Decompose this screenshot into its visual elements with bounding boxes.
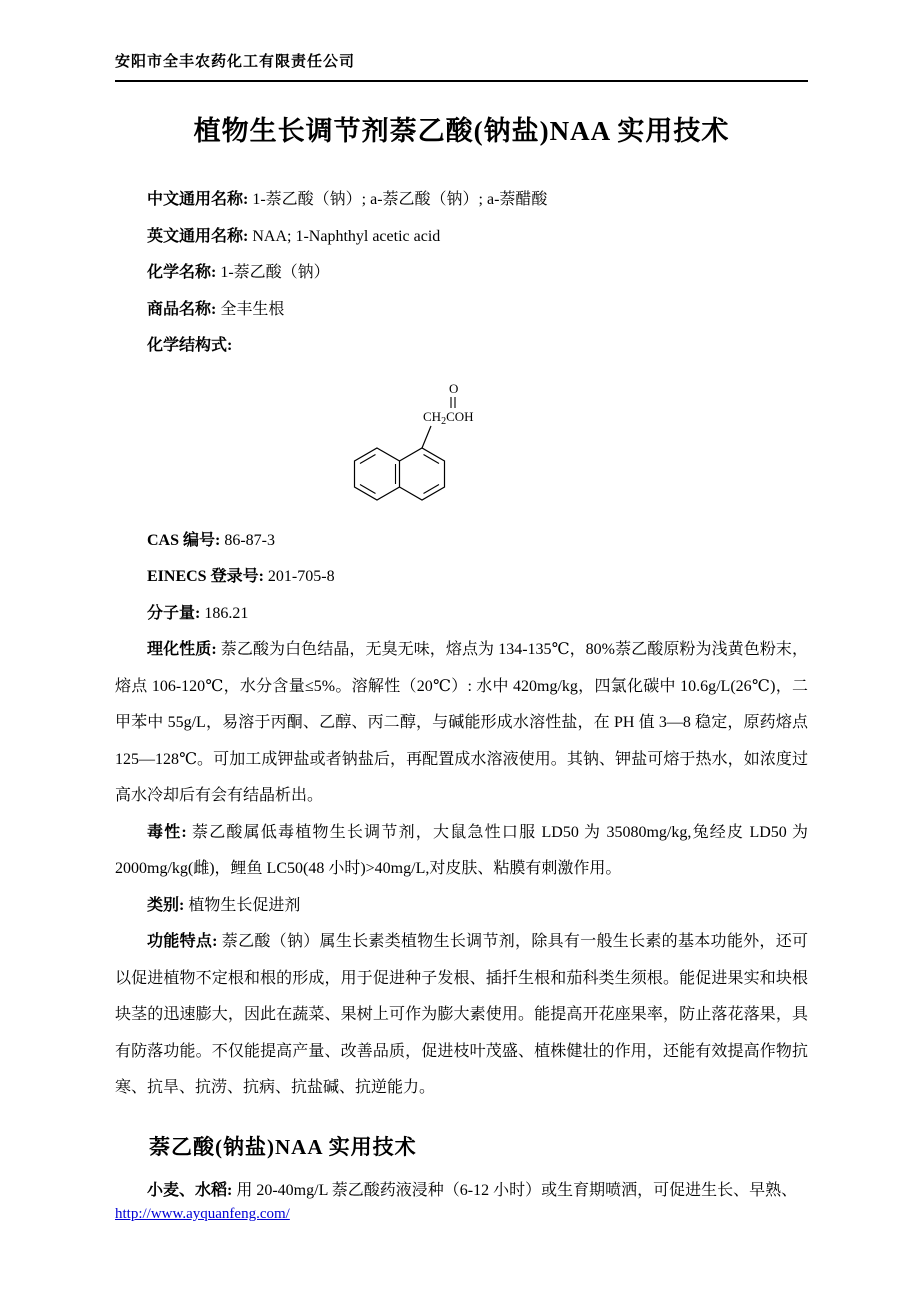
section-title-practical-tech: 萘乙酸(钠盐)NAA 实用技术 [149,1134,417,1159]
page-header [115,50,808,82]
field-value: 1-萘乙酸（钠）; a-萘乙酸（钠）; a-萘醋酸 [252,191,548,208]
field-label: 英文通用名称: [147,227,253,245]
paragraph-label: 理化性质: [147,641,221,658]
paragraph-label: 类别: [147,896,189,914]
field-chemical-name [115,255,808,292]
chemical-structure [337,371,507,519]
field-label: 商品名称: [147,300,221,318]
field-label: 中文通用名称: [147,191,253,208]
field-einecs-number [115,559,808,596]
paragraph-text: 萘乙酸为白色结晶，无臭无味，熔点为 134-135℃，80%萘乙酸原粉为浅黄色粉末，熔点 106-120℃，水分含量≤5%。溶解性（20℃）: 水中 420mg/kg，四氯化碳中 10.6g/L(26℃)，二甲苯中 55g/L，易溶于丙酮、乙醇、丙二醇，与碱能形成水溶性盐，在 PH 值 3—8 稳定，原药熔点 125—128℃。可加工成钾盐或者钠盐后，再配置成水溶液使用。其钠、钾盐可熔于热水，如浓度过高水冷却后有会有结晶析出。 [115,641,808,804]
identifier-fields-block [115,523,808,633]
footer-website-link[interactable]: http://www.ayquanfeng.com/ [115,1206,290,1222]
field-label: CAS 编号: [147,531,225,549]
paragraph-toxicity [115,815,808,888]
field-label: 化学名称: [147,264,221,281]
paragraph-text: 用 20-40mg/L 萘乙酸药液浸种（6-12 小时）或生育期喷洒，可促进生长、早熟、 [236,1181,798,1199]
document-title: 植物生长调节剂萘乙酸(钠盐)NAA 实用技术 [193,116,730,146]
field-molecular-weight [115,596,808,633]
paragraph-label: 小麦、水稻: [147,1181,237,1199]
field-structure-caption [115,328,808,365]
paragraph-wheat-rice-usage [115,1173,808,1210]
field-english-name [115,219,808,256]
field-value: 186.21 [204,604,249,622]
company-name: 安阳市全丰农药化工有限责任公司 [115,54,356,70]
field-label: 分子量: [147,604,205,622]
body-paragraphs [115,632,808,1107]
paragraph-features [115,924,808,1107]
field-value: NAA; 1-Naphthyl acetic acid [252,227,441,245]
field-cas-number [115,523,808,560]
name-fields-block [115,182,808,365]
paragraph-label: 毒性: [147,823,192,841]
paragraph-label: 功能特点: [147,933,222,950]
paragraph-text: 萘乙酸属低毒植物生长调节剂，大鼠急性口服 LD50 为 35080mg/kg,兔经皮 LD50 为 2000mg/kg(雌)，鲤鱼 LC50(48 小时)>40mg/L,对皮肤、粘膜有刺激作用。 [115,823,808,877]
field-label: EINECS 登录号: [147,568,268,585]
paragraph-text: 植物生长促进剂 [188,896,301,914]
paragraph-text: 萘乙酸（钠）属生长素类植物生长调节剂，除具有一般生长素的基本功能外，还可以促进植物不定根和根的形成，用于促进种子发根、插扦生根和茄科类生须根。能促进果实和块根块茎的迅速膨大，因此在蔬菜、果树上可作为膨大素使用。能提高开花座果率，防止落花落果，具有防落功能。不仅能提高产量、改善品质，促进枝叶茂盛、植株健壮的作用，还能有效提高作物抗寒、抗旱、抗涝、抗病、抗盐碱、抗逆能力。 [115,933,808,1096]
field-value: 全丰生根 [220,300,285,318]
field-value: 1-萘乙酸（钠） [220,264,330,281]
field-trade-name [115,292,808,329]
oxygen-atom-label: O [449,380,459,396]
field-label: 化学结构式: [147,337,233,354]
paragraph-physicochemical [115,632,808,815]
paragraph-category [115,888,808,925]
field-value: 201-705-8 [267,568,335,585]
field-chinese-name [115,182,808,219]
naphthalene-structure-drawing [337,371,507,519]
field-value: 86-87-3 [224,531,275,549]
acetic-group-label: $CH_2COH$ [423,408,474,427]
